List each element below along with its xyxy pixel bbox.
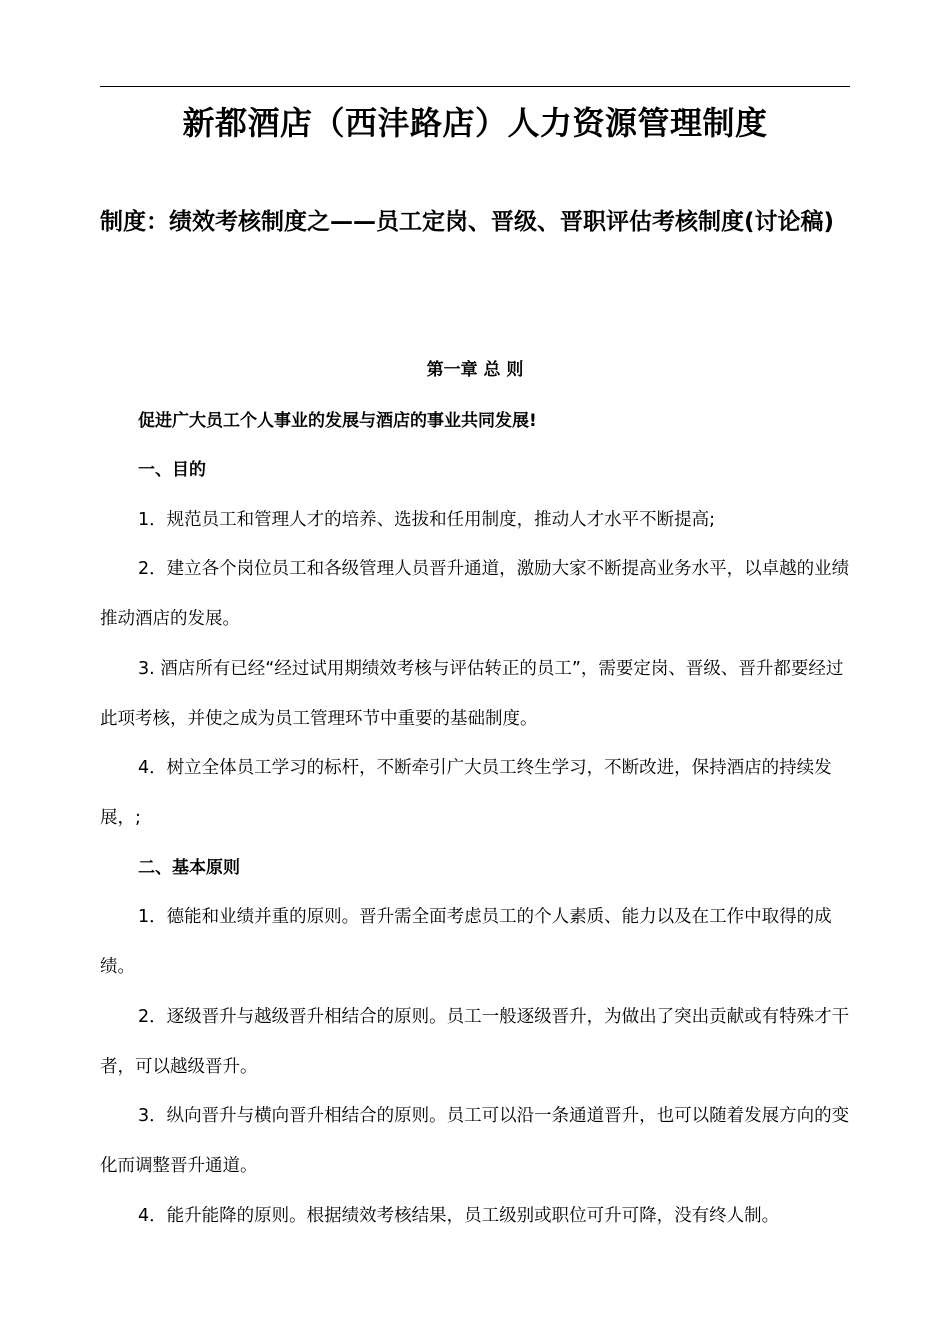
section-heading-principles: 二、基本原则: [138, 858, 240, 878]
principle-item-1: 1．德能和业绩并重的原则。晋升需全面考虑员工的个人素质、能力以及在工作中取得的成绩。: [100, 907, 832, 977]
chapter-heading: 第一章 总 则: [426, 360, 524, 380]
document-subtitle: 制度：绩效考核制度之——员工定岗、晋级、晋职评估考核制度(讨论稿): [100, 209, 835, 235]
principle-item-4: 4．能升能降的原则。根据绩效考核结果，员工级别或职位可升可降，没有终人制。: [138, 1206, 780, 1226]
motto-paragraph: 促进广大员工个人事业的发展与酒店的事业共同发展!: [138, 411, 537, 431]
principle-item-2: 2．逐级晋升与越级晋升相结合的原则。员工一般逐级晋升，为做出了突出贡献或有特殊才干者，可以越级晋升。: [100, 1007, 850, 1077]
header-rule: [100, 86, 850, 87]
document-title: 新都酒店（西沣路店）人力资源管理制度: [182, 104, 768, 142]
purpose-item-4: 4．树立全体员工学习的标杆，不断牵引广大员工终生学习，不断改进，保持酒店的持续发展，;: [100, 758, 832, 828]
purpose-item-2: 2．建立各个岗位员工和各级管理人员晋升通道，激励大家不断提高业务水平，以卓越的业绩推动酒店的发展。: [100, 559, 850, 629]
purpose-item-3: 3. 酒店所有已经“经过试用期绩效考核与评估转正的员工”，需要定岗、晋级、晋升都要经过此项考核，并使之成为员工管理环节中重要的基础制度。: [100, 659, 844, 729]
section-heading-purpose: 一、目的: [138, 460, 206, 480]
principle-item-3: 3．纵向晋升与横向晋升相结合的原则。员工可以沿一条通道晋升，也可以随着发展方向的变化而调整晋升通道。: [100, 1106, 850, 1176]
purpose-item-1: 1．规范员工和管理人才的培养、选拔和任用制度，推动人才水平不断提高;: [138, 510, 716, 530]
